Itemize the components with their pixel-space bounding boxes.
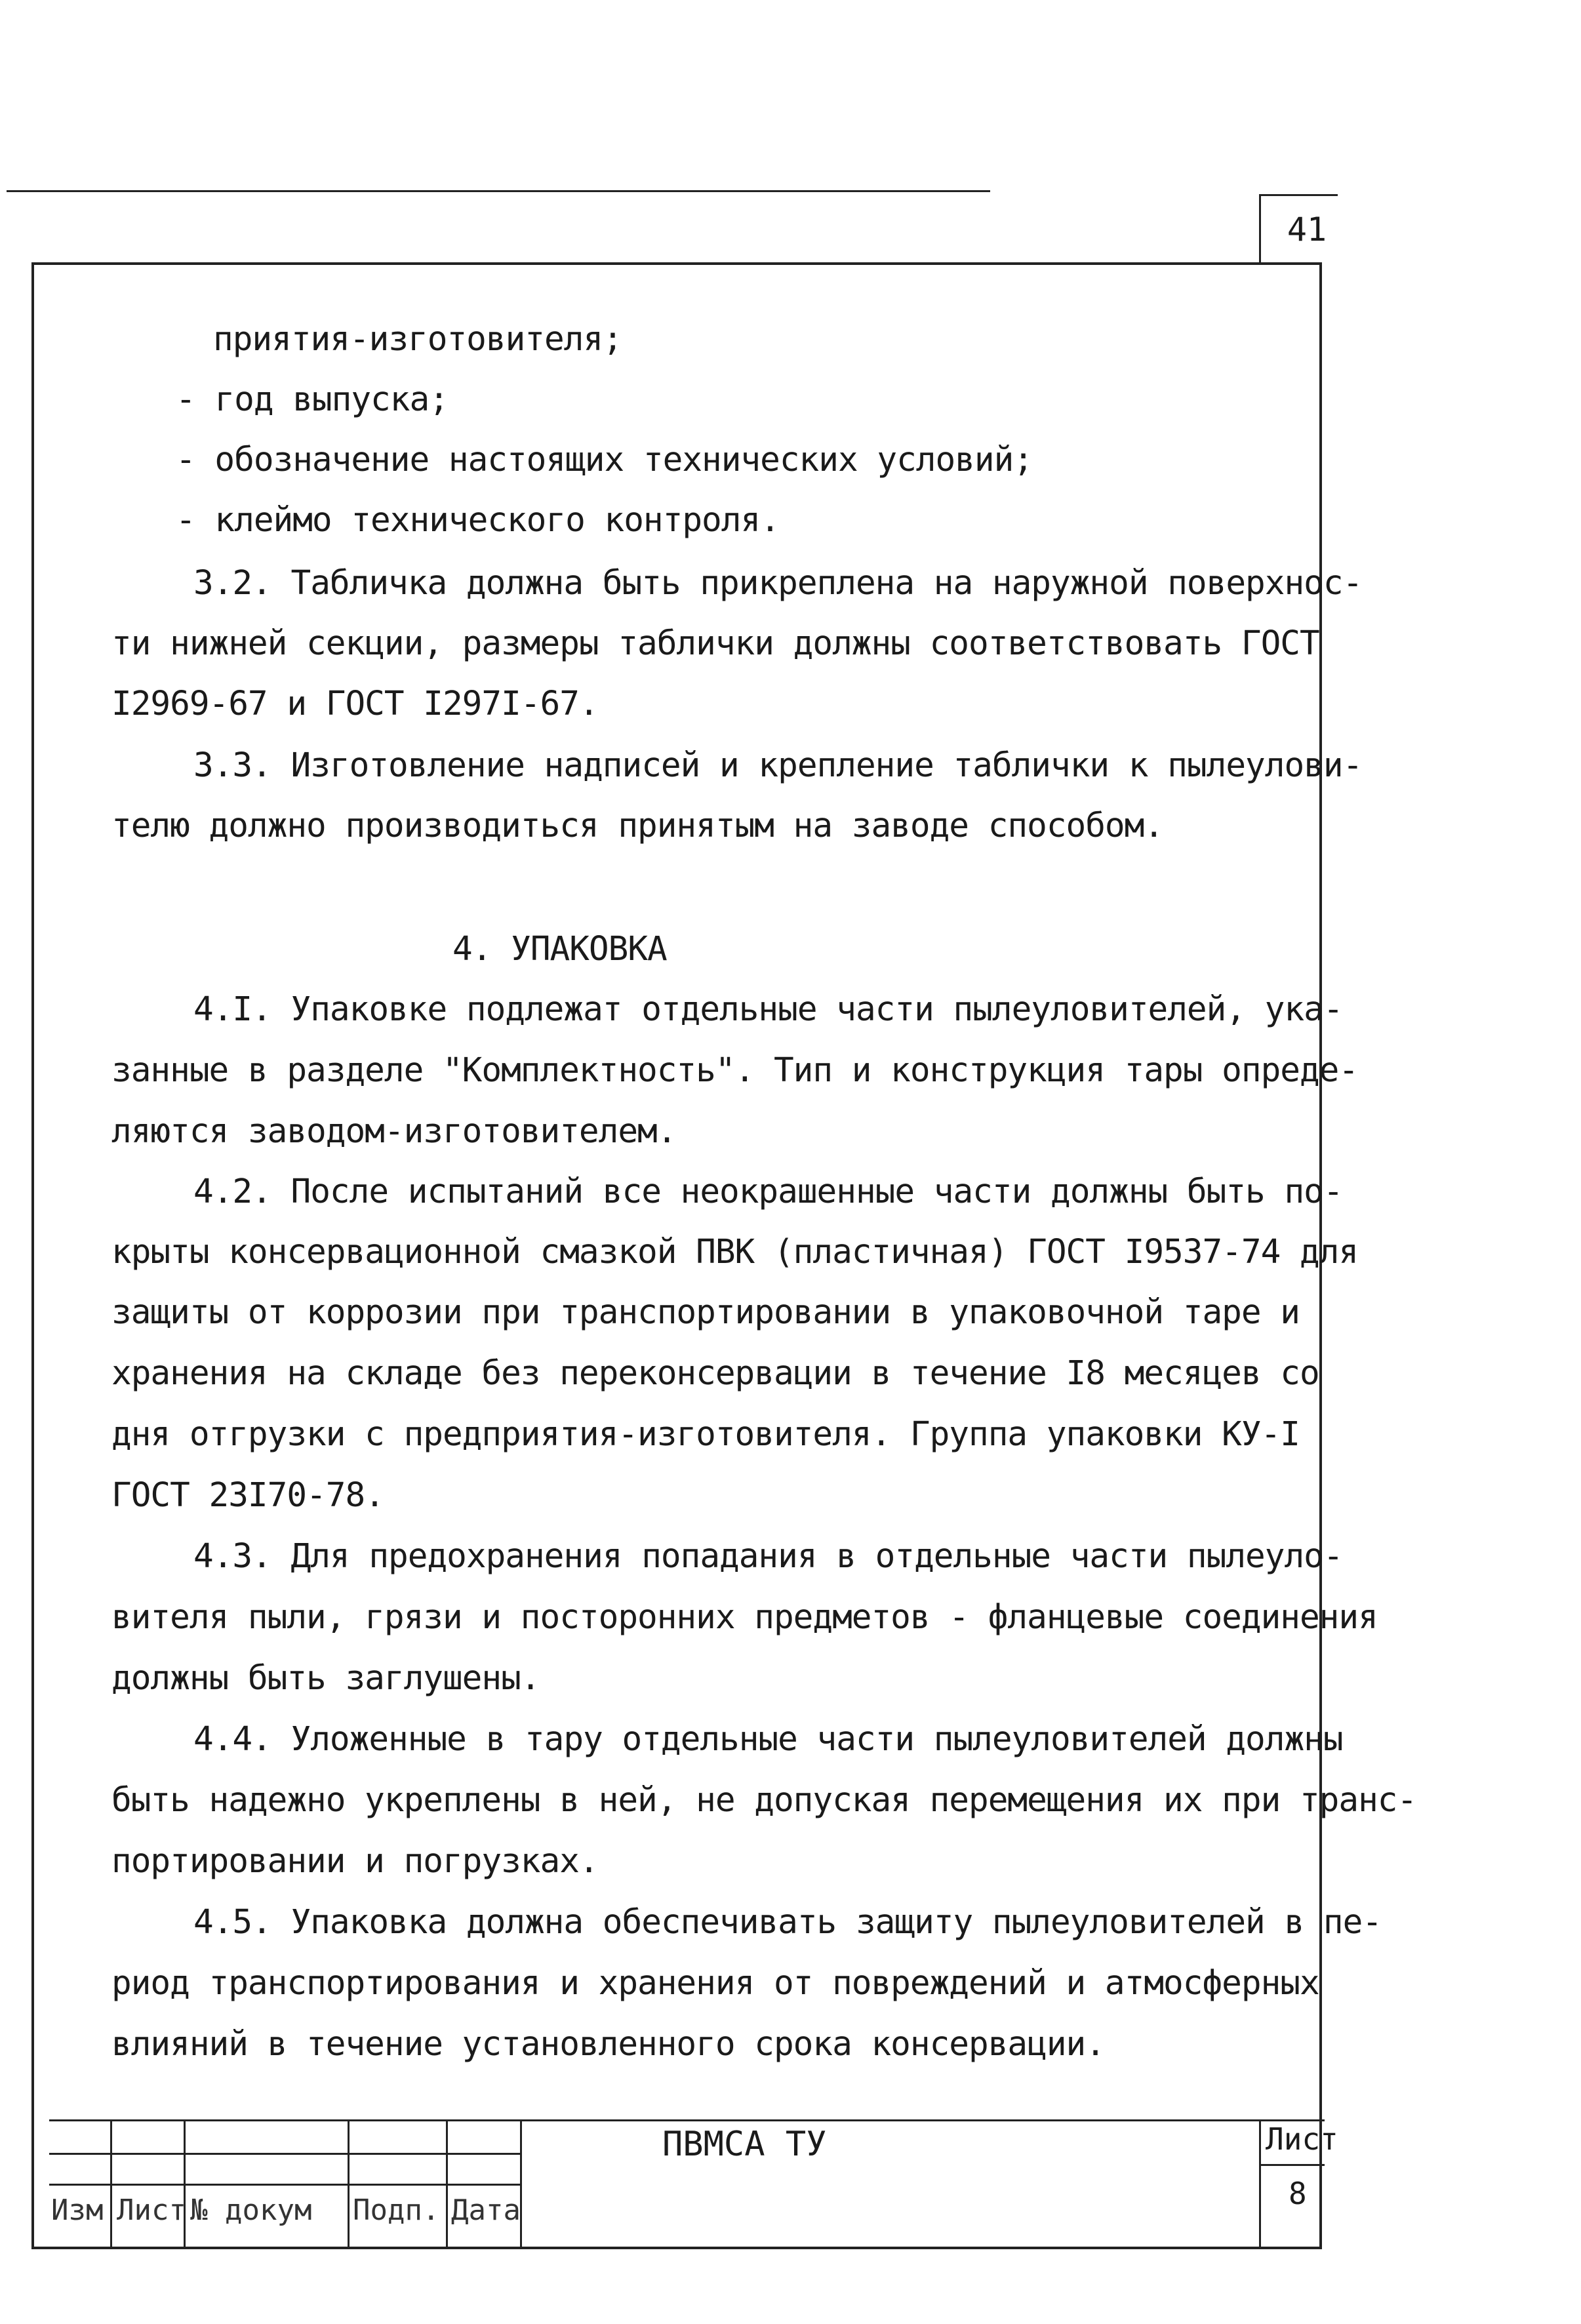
text-line: - клеймо технического контроля. xyxy=(176,501,780,540)
text-line: 3.2. Табличка должна быть прикреплена на наружной поверхнос- xyxy=(193,564,1363,603)
text-line: телю должно производиться принятым на заводе способом. xyxy=(111,807,1164,845)
page-number: 41 xyxy=(1287,210,1327,249)
text-line: 4.I. Упаковке подлежат отдельные части пылеуловителей, ука- xyxy=(193,990,1343,1029)
text-line: 4.5. Упаковка должна обеспечивать защиту пылеуловителей в пе- xyxy=(193,1903,1382,1942)
text-line: вителя пыли, грязи и посторонних предметов - фланцевые соединения xyxy=(111,1598,1378,1637)
stamp-col-rule xyxy=(520,2119,522,2249)
text-line: I2969-67 и ГОСТ I297I-67. xyxy=(111,685,599,723)
text-line: дня отгрузки с предприятия-изготовителя. Группа упаковки КУ-I xyxy=(111,1415,1300,1454)
stamp-label-doc: № докум xyxy=(190,2194,312,2227)
text-line: должны быть заглушены. xyxy=(111,1659,540,1698)
stamp-label-izm: Изм xyxy=(51,2194,104,2227)
sheet-number: 8 xyxy=(1289,2176,1307,2211)
text-line: - обозначение настоящих технических условий; xyxy=(176,441,1033,479)
stamp-row-rule xyxy=(49,2184,521,2186)
sheet-col-rule xyxy=(1259,2119,1261,2249)
text-line: занные в разделе "Комплектность". Тип и конструкция тары опреде- xyxy=(111,1051,1359,1090)
stamp-label-list: Лист xyxy=(117,2194,186,2227)
text-line: ляются заводом-изготовителем. xyxy=(111,1112,677,1151)
text-line: 4.4. Уложенные в тару отдельные части пылеуловителей должны xyxy=(193,1720,1343,1759)
stamp-col-rule xyxy=(184,2119,186,2249)
stamp-col-rule xyxy=(348,2119,350,2249)
text-line: риод транспортирования и хранения от повреждений и атмосферных xyxy=(111,1964,1319,2003)
stamp-label-date: Дата xyxy=(451,2194,521,2227)
top-rule-right xyxy=(1259,194,1338,196)
text-line: приятия-изготовителя; xyxy=(213,320,622,359)
text-line: быть надежно укреплены в ней, не допуская перемещения их при транс- xyxy=(111,1781,1417,1820)
page-number-box-left xyxy=(1259,194,1261,262)
text-line: 4.3. Для предохранения попадания в отдельные части пылеуло- xyxy=(193,1537,1343,1576)
text-line: хранения на складе без переконсервации в течение I8 месяцев со xyxy=(111,1354,1319,1393)
text-line: влияний в течение установленного срока консервации. xyxy=(111,2025,1105,2064)
text-line: защиты от коррозии при транспортировании в упаковочной таре и xyxy=(111,1293,1300,1332)
sheet-row-rule xyxy=(1259,2164,1325,2166)
text-line: 3.3. Изготовление надписей и крепление таблички к пылеулови- xyxy=(193,746,1363,785)
text-line: - год выпуска; xyxy=(176,380,449,419)
text-line: ГОСТ 23I70-78. xyxy=(111,1476,384,1515)
top-rule xyxy=(7,190,990,192)
stamp-col-rule xyxy=(110,2119,112,2249)
stamp-top-rule xyxy=(49,2119,1325,2121)
text-line: ти нижней секции, размеры таблички должны соответствовать ГОСТ xyxy=(111,624,1319,663)
text-line: портировании и погрузках. xyxy=(111,1842,599,1881)
stamp-label-sign: Подп. xyxy=(353,2194,440,2227)
text-line: крыты консервационной смазкой ПВК (пластичная) ГОСТ I9537-74 для xyxy=(111,1233,1359,1272)
stamp-col-rule xyxy=(446,2119,448,2249)
document-code: ПВМСА ТУ xyxy=(662,2125,827,2164)
stamp-row-rule xyxy=(49,2153,521,2155)
section-heading: 4. УПАКОВКА xyxy=(452,930,667,969)
text-line: 4.2. После испытаний все неокрашенные части должны быть по- xyxy=(193,1172,1343,1211)
sheet-label: Лист xyxy=(1266,2121,1338,2157)
